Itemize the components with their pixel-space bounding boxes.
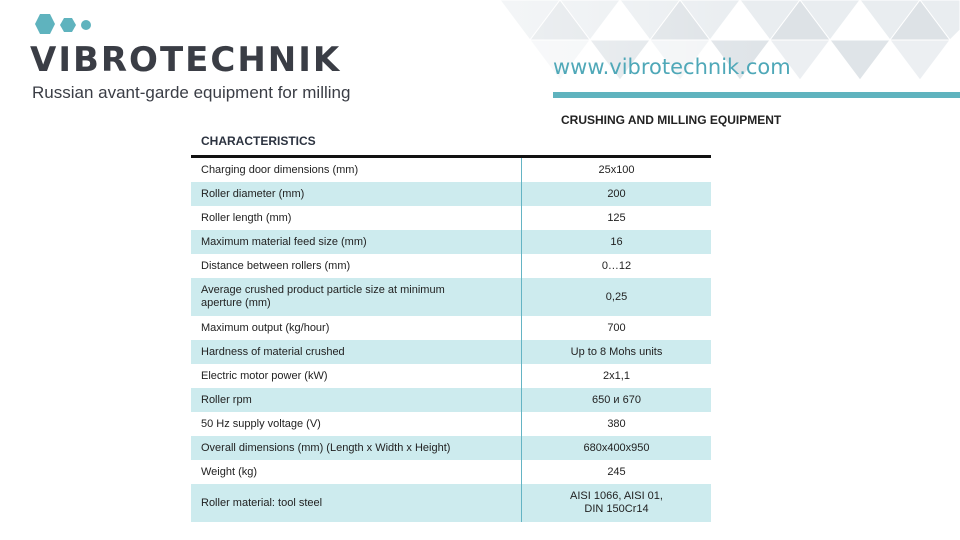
row-label: Roller material: tool steel [201, 496, 323, 509]
row-value: 650 и 670 [521, 388, 711, 412]
row-label: Roller diameter (mm) [201, 187, 305, 200]
table-row [191, 484, 711, 522]
row-label: Weight (kg) [201, 465, 258, 478]
row-value: 2x1,1 [521, 364, 711, 388]
row-value: 125 [521, 206, 711, 230]
row-value: Up to 8 Mohs units [521, 340, 711, 364]
table-row [191, 230, 711, 254]
characteristics-table [191, 129, 711, 522]
logo-mark-icon [30, 12, 100, 40]
row-label: Distance between rollers (mm) [201, 259, 351, 272]
row-value: 700 [521, 316, 711, 340]
row-label: 50 Hz supply voltage (V) [201, 417, 321, 430]
table-row [191, 158, 711, 182]
brand-tagline: Russian avant-garde equipment for milling [32, 83, 351, 102]
row-value: 380 [521, 412, 711, 436]
row-value: 245 [521, 460, 711, 484]
row-value: 16 [521, 230, 711, 254]
table-row [191, 436, 711, 460]
row-label: Overall dimensions (mm) (Length x Width x Height) [201, 441, 451, 454]
row-label: Roller length (mm) [201, 211, 292, 224]
table-heading: CHARACTERISTICS [191, 129, 711, 158]
row-label: Electric motor power (kW) [201, 369, 328, 382]
table-row [191, 316, 711, 340]
row-value: 0,25 [521, 278, 711, 316]
table-row [191, 340, 711, 364]
table-row [191, 388, 711, 412]
table-row [191, 206, 711, 230]
row-value-line: DIN 150Cr14 [584, 503, 649, 515]
row-label: Average crushed product particle size at minimum aperture (mm) [201, 284, 445, 309]
row-label: Maximum output (kg/hour) [201, 321, 330, 334]
row-label: Maximum material feed size (mm) [201, 235, 367, 248]
row-label: Roller rpm [201, 393, 252, 406]
table-row [191, 182, 711, 206]
table-row [191, 412, 711, 436]
row-value [521, 484, 711, 522]
website-link[interactable]: www.vibrotechnik.com [553, 55, 791, 79]
row-value: 200 [521, 182, 711, 206]
row-value: 680x400x950 [521, 436, 711, 460]
row-value-line: AISI 1066, AISI 01, [570, 490, 663, 502]
table-row [191, 460, 711, 484]
table-row [191, 254, 711, 278]
accent-bar [553, 92, 960, 98]
row-value: 25x100 [521, 158, 711, 182]
row-label: Hardness of material crushed [201, 345, 345, 358]
table-row [191, 364, 711, 388]
row-value: 0…12 [521, 254, 711, 278]
section-title: CRUSHING AND MILLING EQUIPMENT [561, 113, 782, 127]
row-label: Charging door dimensions (mm) [201, 163, 359, 176]
table-row [191, 278, 711, 316]
brand-name: VIBROTECHNIK [30, 40, 342, 80]
